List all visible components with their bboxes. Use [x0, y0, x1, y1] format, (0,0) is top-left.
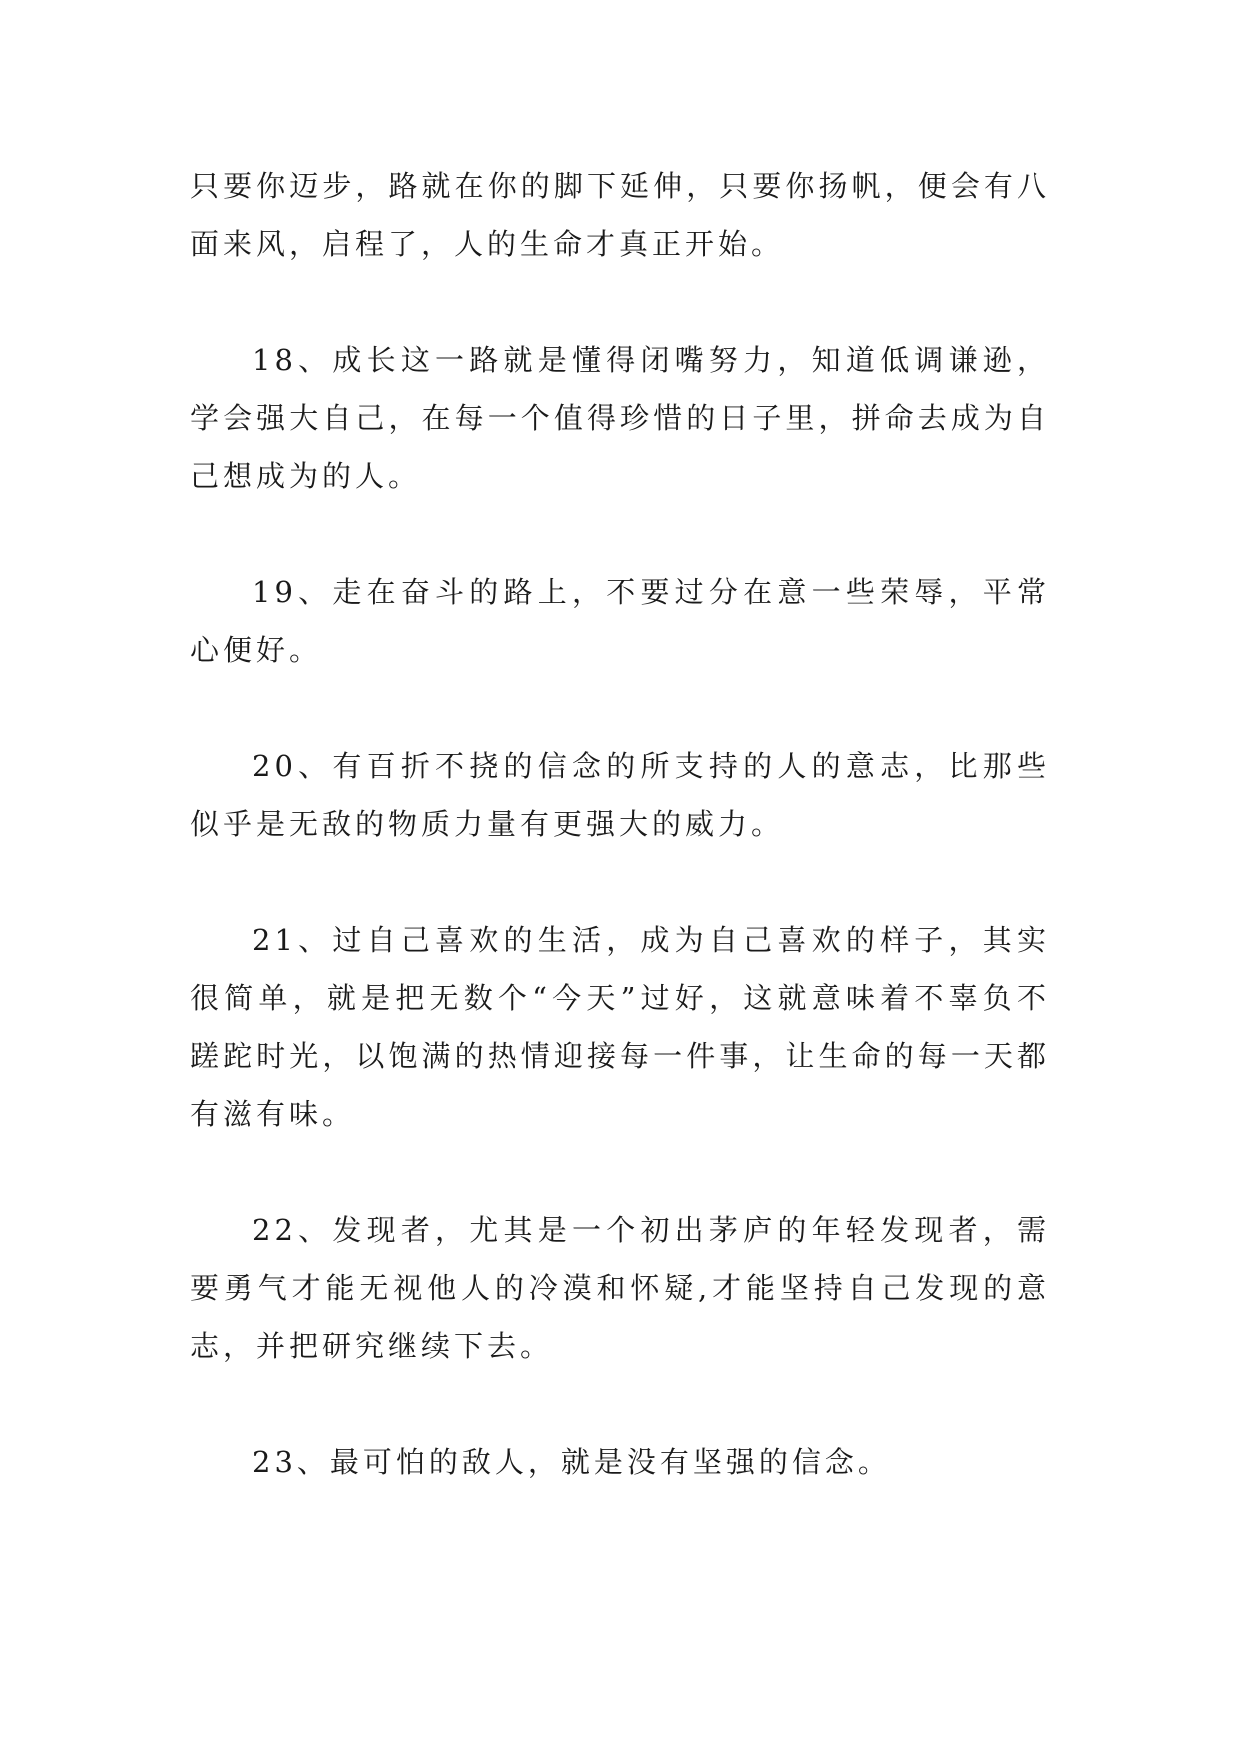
paragraph-18: 18、成长这一路就是懂得闭嘴努力，知道低调谦逊，学会强大自己，在每一个值得珍惜的日子里，拼命去成为自己想成为的人。 [190, 343, 1050, 493]
paragraph-21: 21、过自己喜欢的生活，成为自己喜欢的样子，其实很简单，就是把无数个“今天”过好，这就意味着不辜负不蹉跎时光，以饱满的热情迎接每一件事，让生命的每一天都有滋有味。 [190, 923, 1050, 1131]
paragraph-20: 20、有百折不挠的信念的所支持的人的意志，比那些似乎是无敌的物质力量有更强大的威力。 [190, 749, 1050, 841]
paragraph-23: 23、最可怕的敌人，就是没有坚强的信念。 [252, 1445, 891, 1479]
paragraph-22: 22、发现者，尤其是一个初出茅庐的年轻发现者，需要勇气才能无视他人的冷漠和怀疑,才能坚持自己发现的意志，并把研究继续下去。 [190, 1213, 1050, 1363]
paragraph-continued: 只要你迈步，路就在你的脚下延伸，只要你扬帆，便会有八面来风，启程了，人的生命才真正开始。 [190, 169, 1050, 261]
paragraph-19: 19、走在奋斗的路上，不要过分在意一些荣辱，平常心便好。 [190, 575, 1050, 667]
